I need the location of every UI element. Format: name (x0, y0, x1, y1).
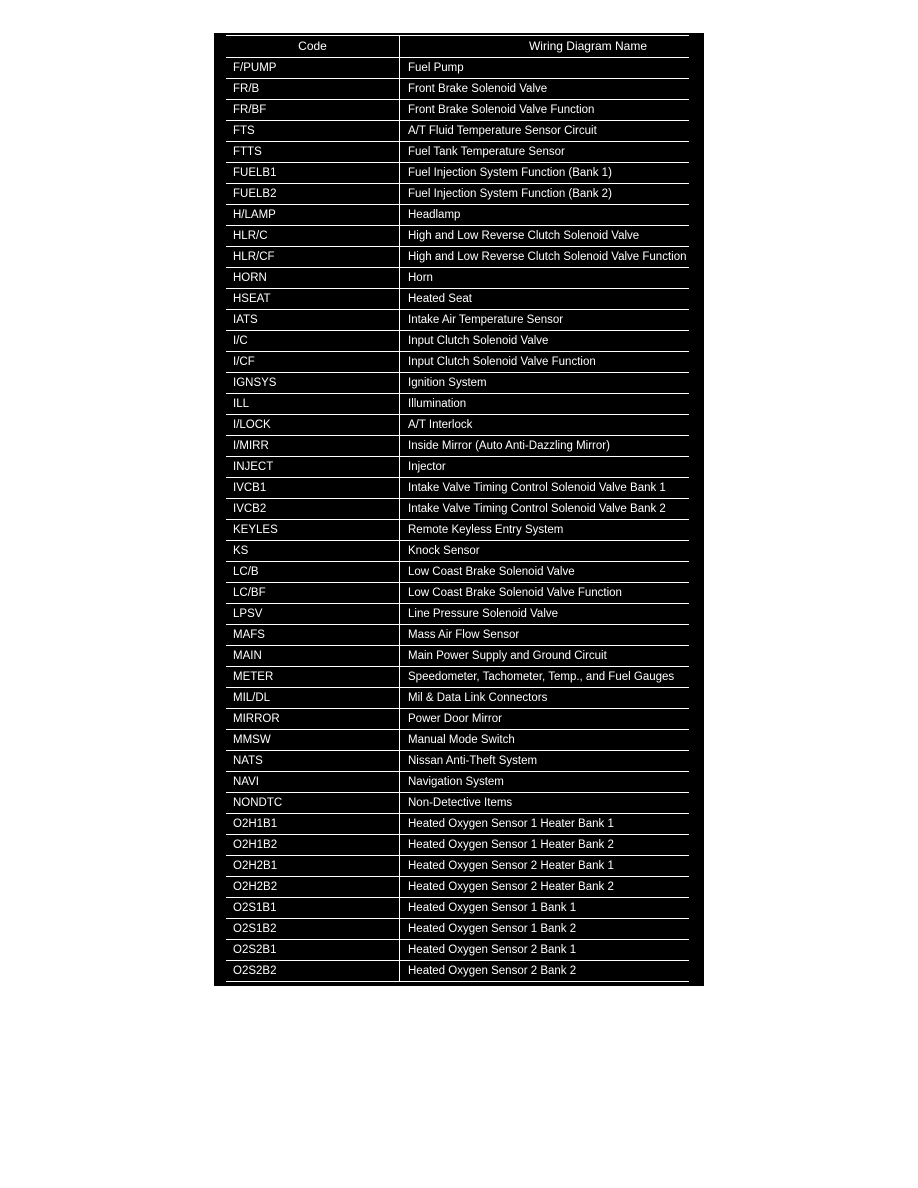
table-row (226, 877, 689, 898)
table-row (226, 961, 689, 982)
code-cell: FUELB2 (226, 184, 400, 204)
table-row (226, 625, 689, 646)
wiring-diagram-name-cell: Intake Air Temperature Sensor (408, 314, 564, 326)
code-cell: F/PUMP (226, 58, 400, 78)
table-row (226, 667, 689, 688)
wiring-diagram-name-cell: Heated Seat (408, 293, 472, 305)
wiring-diagram-name-cell: Line Pressure Solenoid Valve (408, 608, 559, 620)
wiring-diagram-name-cell: Low Coast Brake Solenoid Valve (408, 566, 575, 578)
code-cell: O2S1B2 (226, 919, 400, 939)
code-cell: MIRROR (226, 709, 400, 729)
table-row (226, 793, 689, 814)
table-row (226, 814, 689, 835)
wiring-diagram-name-cell: Main Power Supply and Ground Circuit (408, 650, 607, 662)
wiring-diagram-name-cell: Heated Oxygen Sensor 1 Bank 2 (408, 923, 577, 935)
wiring-diagram-name-cell: Inside Mirror (Auto Anti-Dazzling Mirror) (408, 440, 610, 452)
wiring-diagram-name-cell: Low Coast Brake Solenoid Valve Function (408, 587, 622, 599)
header-code: Code (226, 36, 400, 57)
bottom-rule (226, 989, 689, 991)
wiring-diagram-name-cell: Heated Oxygen Sensor 2 Bank 2 (408, 965, 577, 977)
code-cell: FUELB1 (226, 163, 400, 183)
table-row (226, 394, 689, 415)
code-cell: I/LOCK (226, 415, 400, 435)
wiring-diagram-name-cell: Fuel Injection System Function (Bank 1) (408, 167, 612, 179)
table-header (226, 36, 689, 58)
table-row (226, 583, 689, 604)
wiring-diagram-name-cell: High and Low Reverse Clutch Solenoid Valve Function (408, 251, 687, 263)
code-cell: HORN (226, 268, 400, 288)
code-cell: O2S1B1 (226, 898, 400, 918)
table-row (226, 478, 689, 499)
wiring-diagram-name-cell: Illumination (408, 398, 467, 410)
code-cell: METER (226, 667, 400, 687)
wiring-diagram-name-cell: High and Low Reverse Clutch Solenoid Valve (408, 230, 640, 242)
wiring-diagram-name-cell: Input Clutch Solenoid Valve (408, 335, 549, 347)
code-cell: ILL (226, 394, 400, 414)
code-cell: O2H1B2 (226, 835, 400, 855)
code-cell: FTS (226, 121, 400, 141)
table-row (226, 709, 689, 730)
wiring-diagram-name-cell: Heated Oxygen Sensor 2 Heater Bank 1 (408, 860, 614, 872)
code-cell: O2H2B1 (226, 856, 400, 876)
table-body (226, 58, 689, 982)
table-row (226, 247, 689, 268)
table-row (226, 856, 689, 877)
wiring-diagram-name-cell: Nissan Anti-Theft System (408, 755, 538, 767)
wiring-code-table (226, 35, 689, 991)
code-cell: IGNSYS (226, 373, 400, 393)
wiring-diagram-name-cell: Heated Oxygen Sensor 1 Heater Bank 2 (408, 839, 614, 851)
header-wiring-diagram-name: Wiring Diagram Name (528, 39, 647, 53)
code-cell: INJECT (226, 457, 400, 477)
table-row (226, 541, 689, 562)
code-cell: O2H1B1 (226, 814, 400, 834)
code-cell: NONDTC (226, 793, 400, 813)
wiring-diagram-name-cell: Intake Valve Timing Control Solenoid Valve Bank 1 (408, 482, 666, 494)
table-panel (214, 33, 704, 986)
wiring-diagram-name-cell: Mass Air Flow Sensor (408, 629, 520, 641)
wiring-diagram-name-cell: Intake Valve Timing Control Solenoid Valve Bank 2 (408, 503, 666, 515)
table-row (226, 898, 689, 919)
code-cell: HSEAT (226, 289, 400, 309)
wiring-diagram-name-cell: Knock Sensor (408, 545, 480, 557)
wiring-diagram-name-cell: Heated Oxygen Sensor 2 Bank 1 (408, 944, 577, 956)
wiring-diagram-name-cell: Navigation System (408, 776, 504, 788)
wiring-diagram-name-cell: Input Clutch Solenoid Valve Function (408, 356, 596, 368)
code-cell: KS (226, 541, 400, 561)
table-row (226, 499, 689, 520)
table-row (226, 520, 689, 541)
code-cell: NATS (226, 751, 400, 771)
table-row (226, 457, 689, 478)
code-cell: MAFS (226, 625, 400, 645)
table-row (226, 730, 689, 751)
table-row (226, 352, 689, 373)
code-cell: LC/B (226, 562, 400, 582)
wiring-diagram-name-cell: A/T Interlock (408, 419, 473, 431)
code-cell: IVCB1 (226, 478, 400, 498)
code-cell: MIL/DL (226, 688, 400, 708)
wiring-diagram-name-cell: Ignition System (408, 377, 487, 389)
code-cell: FTTS (226, 142, 400, 162)
wiring-diagram-name-cell: Front Brake Solenoid Valve (408, 83, 548, 95)
code-cell: I/CF (226, 352, 400, 372)
wiring-diagram-name-cell: Fuel Tank Temperature Sensor (408, 146, 565, 158)
table-row (226, 835, 689, 856)
wiring-diagram-name-cell: Heated Oxygen Sensor 1 Bank 1 (408, 902, 577, 914)
wiring-diagram-name-cell: Mil & Data Link Connectors (408, 692, 548, 704)
table-row (226, 331, 689, 352)
table-row (226, 688, 689, 709)
table-row (226, 310, 689, 331)
code-cell: MMSW (226, 730, 400, 750)
table-row (226, 751, 689, 772)
code-cell: H/LAMP (226, 205, 400, 225)
code-cell: I/MIRR (226, 436, 400, 456)
wiring-diagram-name-cell: Non-Detective Items (408, 797, 513, 809)
code-cell: MAIN (226, 646, 400, 666)
wiring-diagram-name-cell: Headlamp (408, 209, 461, 221)
table-row (226, 940, 689, 961)
table-row (226, 226, 689, 247)
code-cell: O2S2B1 (226, 940, 400, 960)
table-row (226, 58, 689, 79)
code-cell: NAVI (226, 772, 400, 792)
code-cell: HLR/C (226, 226, 400, 246)
code-cell: O2S2B2 (226, 961, 400, 981)
table-row (226, 100, 689, 121)
wiring-diagram-name-cell: Speedometer, Tachometer, Temp., and Fuel Gauges (408, 671, 675, 683)
code-cell: FR/B (226, 79, 400, 99)
code-cell: LC/BF (226, 583, 400, 603)
code-cell: LPSV (226, 604, 400, 624)
code-cell: KEYLES (226, 520, 400, 540)
code-cell: HLR/CF (226, 247, 400, 267)
wiring-diagram-name-cell: Heated Oxygen Sensor 2 Heater Bank 2 (408, 881, 614, 893)
code-cell: IATS (226, 310, 400, 330)
table-row (226, 79, 689, 100)
code-cell: I/C (226, 331, 400, 351)
wiring-diagram-name-cell: Remote Keyless Entry System (408, 524, 564, 536)
table-row (226, 436, 689, 457)
table-row (226, 415, 689, 436)
wiring-diagram-name-cell: A/T Fluid Temperature Sensor Circuit (408, 125, 597, 137)
table-row (226, 205, 689, 226)
wiring-diagram-name-cell: Horn (408, 272, 433, 284)
table-row (226, 604, 689, 625)
wiring-diagram-name-cell: Fuel Pump (408, 62, 464, 74)
code-cell: O2H2B2 (226, 877, 400, 897)
wiring-diagram-name-cell: Injector (408, 461, 446, 473)
table-row (226, 142, 689, 163)
table-row (226, 373, 689, 394)
table-row (226, 919, 689, 940)
wiring-diagram-name-cell: Power Door Mirror (408, 713, 502, 725)
wiring-diagram-name-cell: Fuel Injection System Function (Bank 2) (408, 188, 612, 200)
table-row (226, 121, 689, 142)
table-row (226, 772, 689, 793)
code-cell: FR/BF (226, 100, 400, 120)
table-row (226, 646, 689, 667)
wiring-diagram-name-cell: Heated Oxygen Sensor 1 Heater Bank 1 (408, 818, 614, 830)
code-cell: IVCB2 (226, 499, 400, 519)
table-row (226, 184, 689, 205)
table-row (226, 163, 689, 184)
table-row (226, 268, 689, 289)
table-row (226, 562, 689, 583)
table-row (226, 289, 689, 310)
wiring-diagram-name-cell: Manual Mode Switch (408, 734, 515, 746)
wiring-diagram-name-cell: Front Brake Solenoid Valve Function (408, 104, 595, 116)
